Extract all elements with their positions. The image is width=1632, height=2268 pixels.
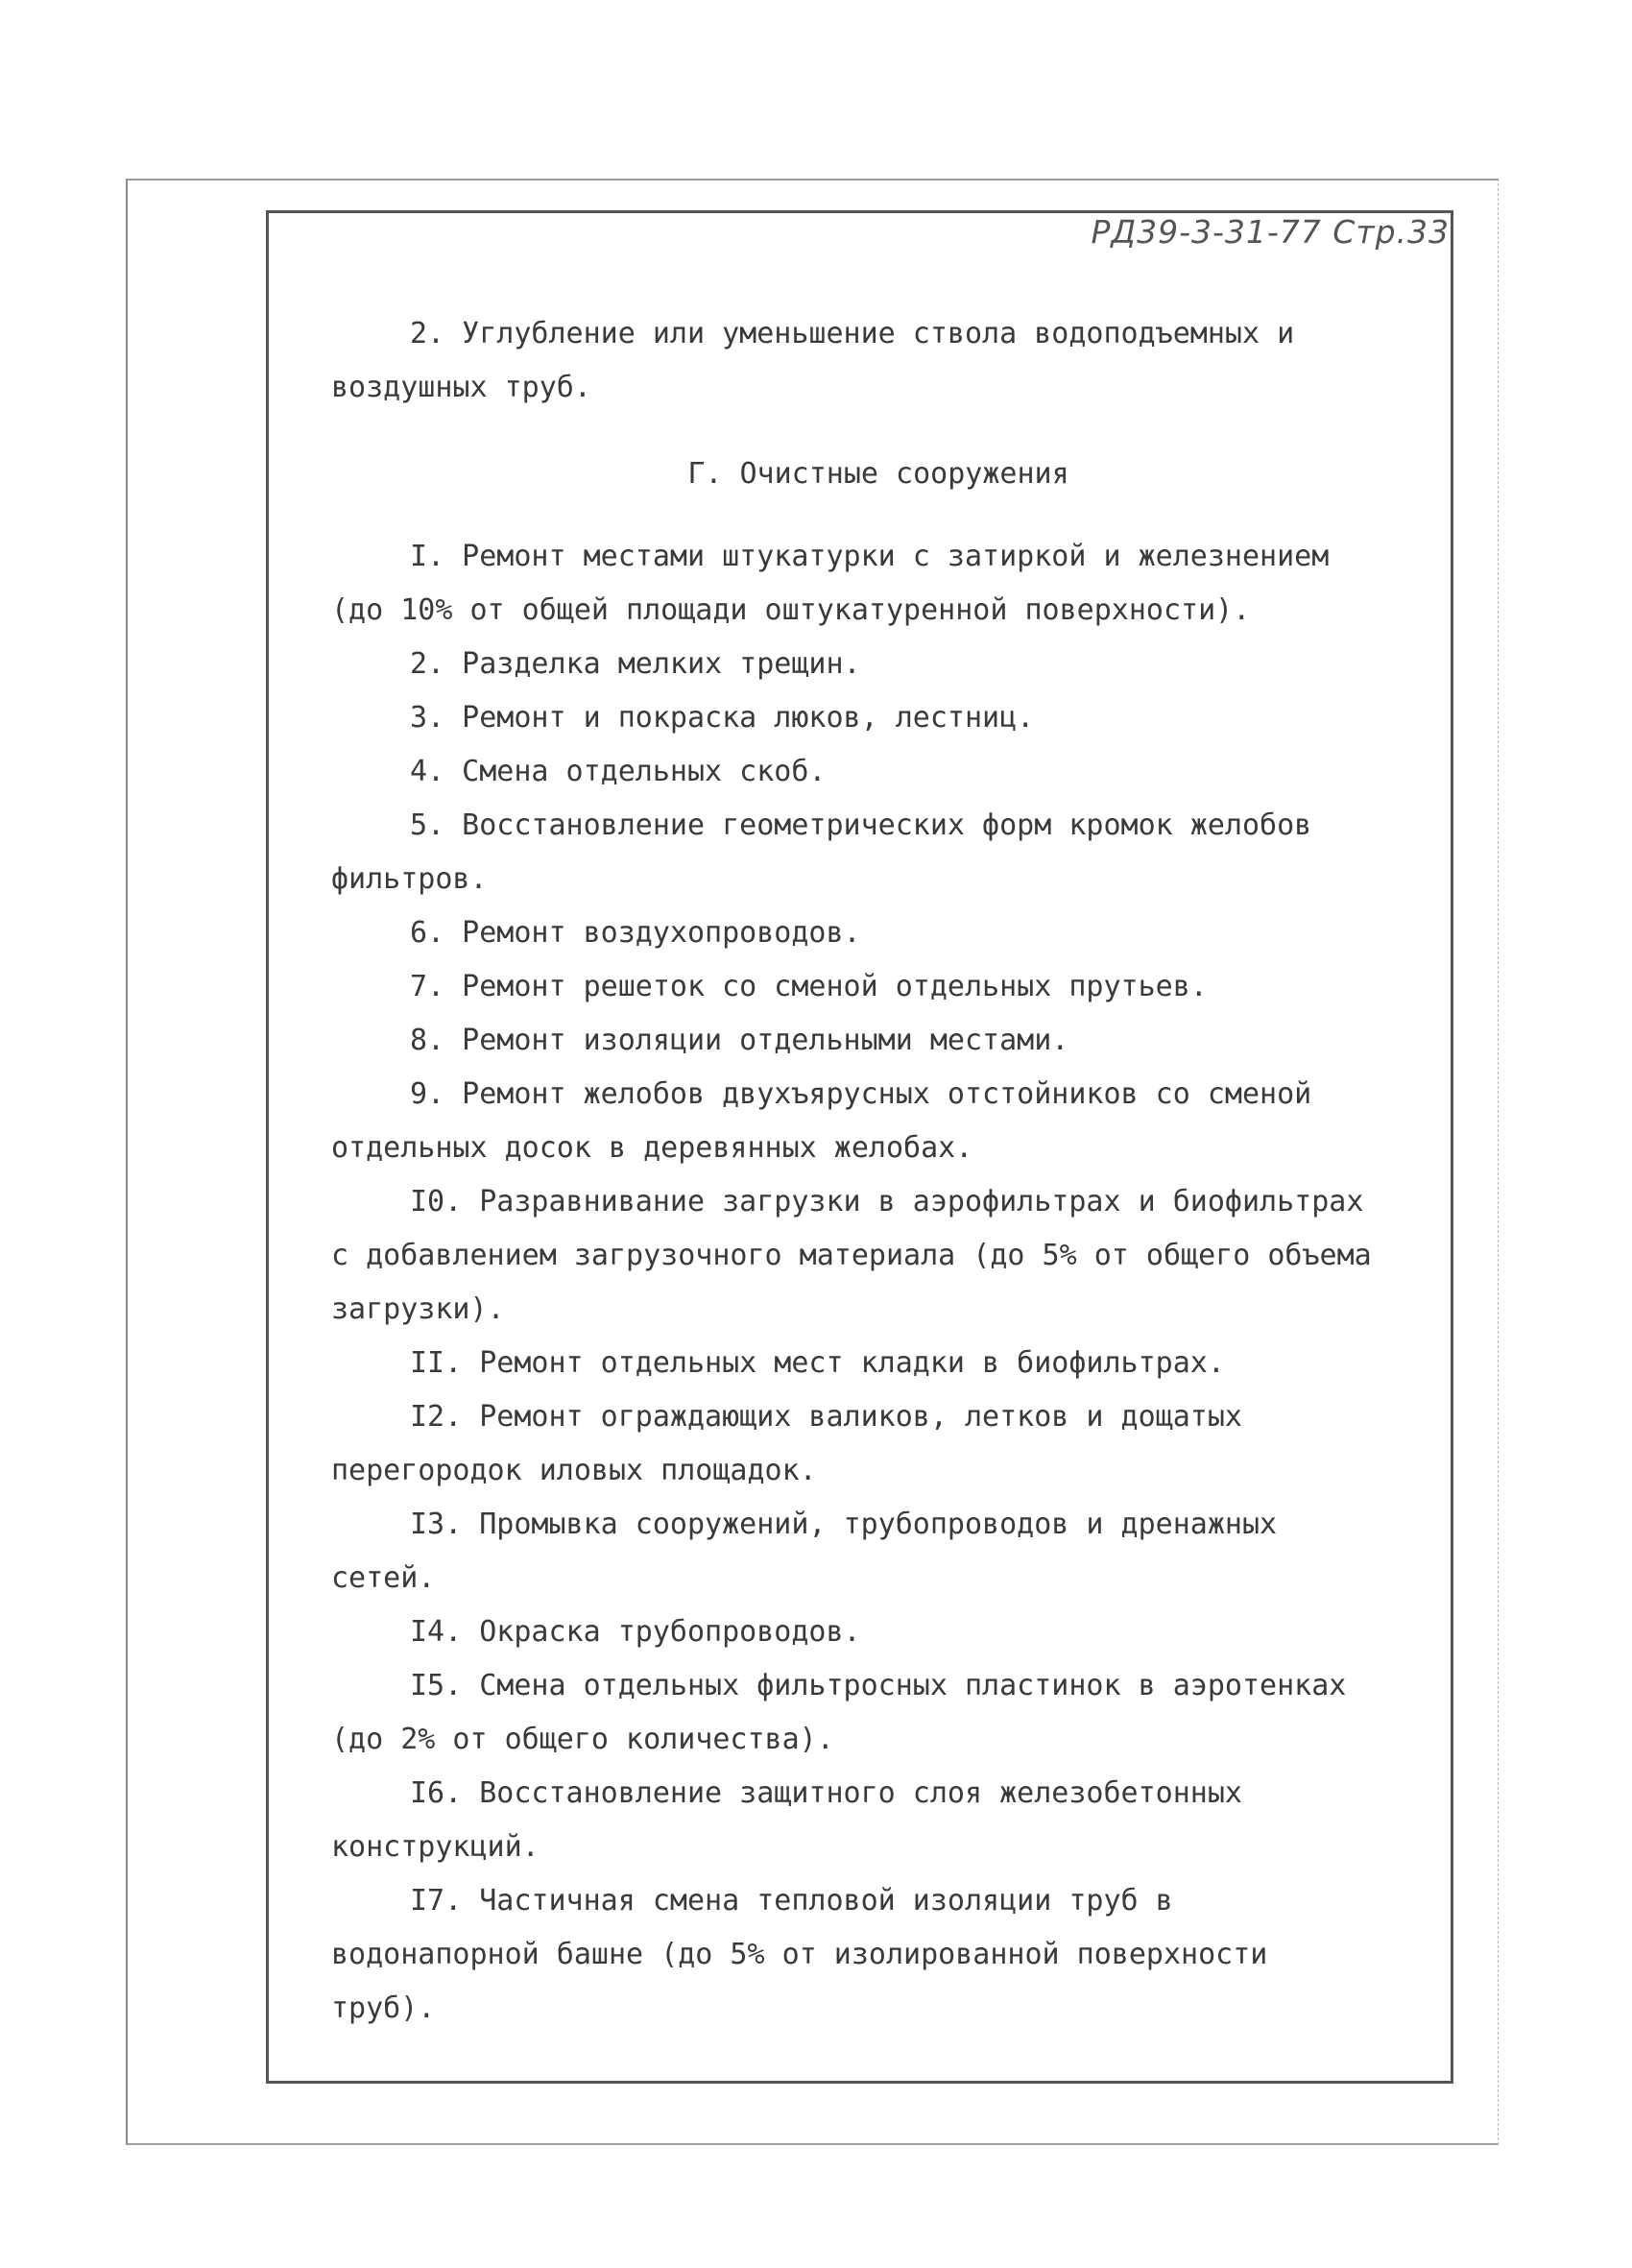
list-item: 8. Ремонт изоляции отдельными местами. xyxy=(410,1024,1069,1057)
list-item: I6. Восстановление защитного слоя железобетонных конструкций. xyxy=(331,1776,1260,1864)
list-item: 6. Ремонт воздухопроводов. xyxy=(410,916,861,950)
list-item: 4. Смена отдельных скоб. xyxy=(410,755,827,788)
list-item: I0. Разравнивание загрузки в аэрофильтрах и биофильтрах с добавлением загрузочного материала (до 5% от общего объема загрузки). xyxy=(331,1185,1389,1326)
list-item: II. Ремонт отдельных мест кладки в биофильтрах. xyxy=(410,1346,1225,1380)
document-body xyxy=(331,307,1387,2036)
list-item: I. Ремонт местами штукатурки с затиркой и железнением (до 10% от общей площади оштукатуренной поверхности). xyxy=(331,540,1347,627)
intro-item: 2. Углубление или уменьшение ствола водоподъемных и воздушных труб. xyxy=(331,317,1312,404)
section-title: Г. Очистные сооружения xyxy=(687,457,1069,491)
list-item: 2. Разделка мелких трещин. xyxy=(410,647,861,681)
list-item: 3. Ремонт и покраска люков, лестниц. xyxy=(410,701,1035,735)
list-item: I2. Ремонт ограждающих валиков, летков и дощатых перегородок иловых площадок. xyxy=(331,1400,1260,1487)
list-item: I5. Смена отдельных фильтросных пластинок в аэротенках (до 2% от общего количества). xyxy=(331,1669,1364,1756)
list-item: 5. Восстановление геометрических форм кромок желобов фильтров. xyxy=(331,808,1330,896)
list-item: 7. Ремонт решеток со сменой отдельных прутьев. xyxy=(410,970,1208,1003)
list-item: 9. Ремонт желобов двухъярусных отстойников со сменой отдельных досок в деревянных желобах. xyxy=(331,1077,1330,1165)
list-item: I3. Промывка сооружений, трубопроводов и дренажных сетей. xyxy=(331,1508,1295,1595)
list-item: I7. Частичная смена тепловой изоляции труб в водонапорной башне (до 5% от изолированной поверхности труб). xyxy=(331,1884,1285,2025)
list-item: I4. Окраска трубопроводов. xyxy=(410,1615,861,1649)
page-reference: РД39-3-31-77 Стр.33 xyxy=(1091,213,1450,251)
